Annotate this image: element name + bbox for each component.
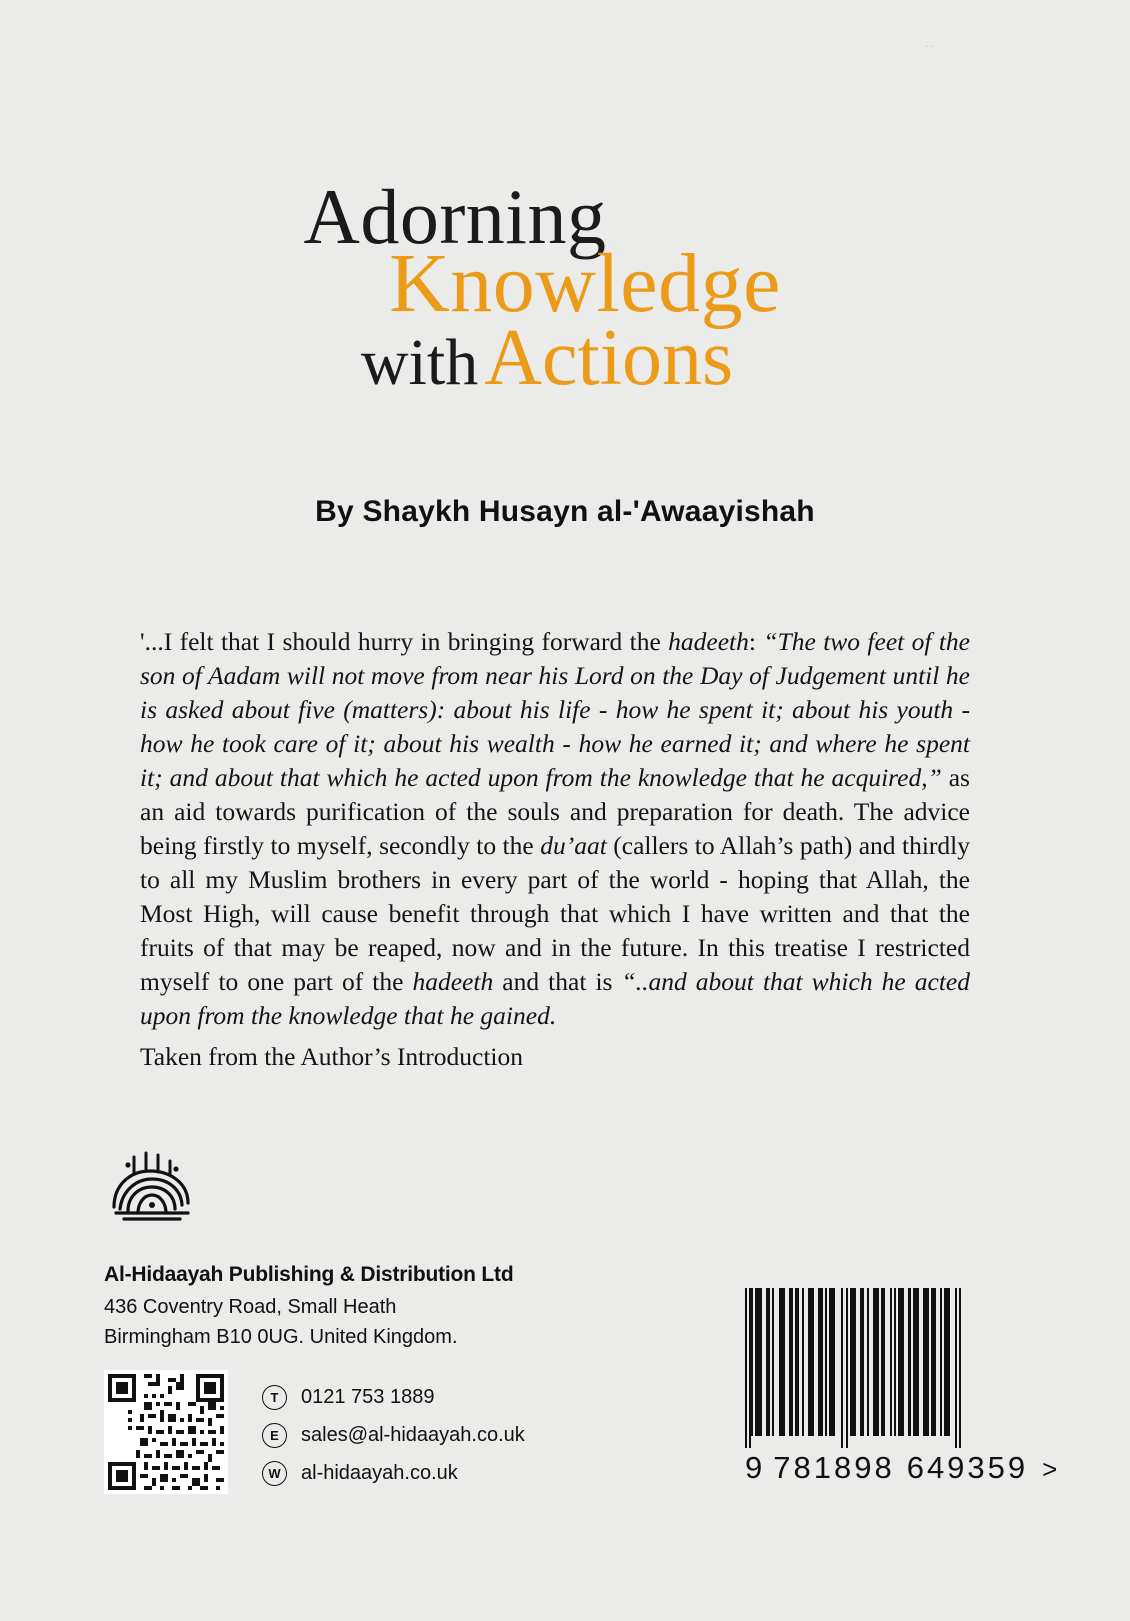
isbn-barcode (745, 1288, 1059, 1486)
contact-list (262, 1378, 525, 1492)
author-byline: By Shaykh Husayn al-'Awaayishah (315, 495, 815, 528)
website-url: al-hidaayah.co.uk (301, 1461, 458, 1484)
blurb-intro: '...I felt that I should hurry in bringing forward the (140, 627, 669, 656)
contact-website[interactable] (262, 1454, 525, 1492)
blurb-attribution: Taken from the Author’s Introduction (140, 1042, 523, 1071)
book-title (0, 173, 1130, 402)
publisher-address-line-1: 436 Coventry Road, Small Heath (104, 1296, 397, 1318)
blurb-part4: and that is (493, 967, 622, 996)
telephone-icon: T (262, 1385, 287, 1410)
publisher-name: Al-Hidaayah Publishing & Distribution Ltd (104, 1263, 514, 1286)
publisher-logo-icon (104, 1145, 200, 1231)
title-line-knowledge: Knowledge (389, 237, 781, 330)
isbn-group-1: 781898 (773, 1450, 895, 1485)
blurb-part3: (callers to Allah’s path) and thirdly to all my Muslim brothers in every part of the world - hoping that Allah, the Most High, will cause benefit through that which I have written and that the fruits of that may be reaped, now and in the future. In this treatise I restricted myself to one part of the (140, 831, 971, 996)
blurb-hadeeth-text: “The two feet of the son of Aadam will not move from near his Lord on the Day of Judgement until he is asked about five (matters): about his life - how he spent it; about his youth - how he took care of it; about his wealth - how he earned it; and where he spent it; and about that which he acted upon from the knowledge that he acquired,” (140, 627, 970, 792)
isbn-suffix: > (1042, 1454, 1059, 1484)
page-smudge: .. (925, 36, 937, 50)
email-address: sales@al-hidaayah.co.uk (301, 1423, 525, 1446)
publisher-address-line-2: Birmingham B10 0UG. United Kingdom. (104, 1326, 458, 1348)
contact-email[interactable] (262, 1416, 525, 1454)
title-line-with-actions (0, 314, 1112, 402)
isbn-group-2: 649359 (906, 1450, 1029, 1485)
email-icon: E (262, 1423, 287, 1448)
contact-telephone[interactable] (262, 1378, 525, 1416)
isbn-prefix: 9 (745, 1450, 764, 1485)
back-cover-blurb (140, 625, 970, 1033)
blurb-duaat: du’aat (540, 831, 607, 860)
title-line-adorning: Adorning (303, 173, 607, 260)
qr-code-icon[interactable] (104, 1370, 228, 1494)
blurb-closing: “..and about that which he acted upon from the knowledge that he gained. (140, 967, 970, 1030)
barcode-bars (745, 1288, 1045, 1448)
isbn-number (745, 1450, 1059, 1486)
blurb-part2: as an aid towards purification of the souls and preparation for death. The advice being firstly to myself, secondly to the (140, 763, 970, 860)
blurb-hadeeth-word-2: hadeeth (412, 967, 494, 996)
publisher-info (104, 1263, 513, 1352)
blurb-hadeeth-word: hadeeth (668, 627, 749, 656)
blurb-colon: : (748, 627, 764, 656)
website-icon: W (262, 1461, 287, 1486)
telephone-number: 0121 753 1889 (301, 1385, 435, 1408)
title-word-with: with (360, 326, 479, 399)
title-word-actions: Actions (484, 314, 734, 402)
